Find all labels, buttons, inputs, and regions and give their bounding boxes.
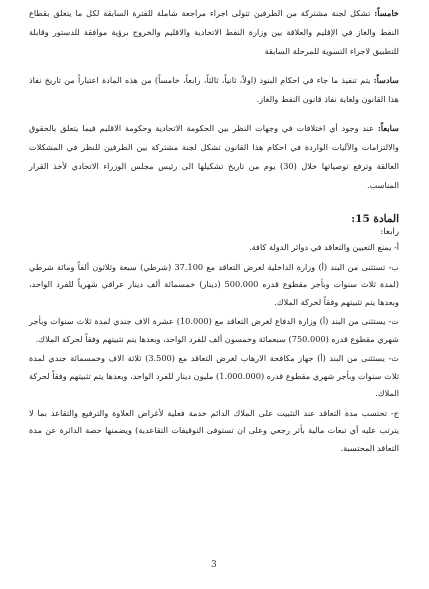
clause-seventh [29,119,399,195]
clause-sixth-body: يتم تنفيذ ما جاء في احكام البنود (اولاً، ثانياً، ثالثاً، رابعاً، خامساً) من هذه المادة اعتباراً من تاريخ نفاذ هذا القانون ولغاية نفاذ قانون النفط والغاز. [29,75,399,104]
clause-fifth-lead: خامساً: [374,8,399,18]
article-item-th: ث- يستثنى من البند (أ) جهاز مكافحة الارهاب لغرض التعاقد مع (3.500) ثلاثة الاف وخمسمائة جندي لمدة ثلاث سنوات وبأجر شهري مقطوع قدره (1.000.000) مليون دينار للفرد الواحد، وبعدها يتم تثبيتهم وفقاً لحركة الملاك. [29,353,399,398]
article-sub-label: رابعا: [380,227,399,237]
clause-seventh-body: عند وجود أي اختلافات في وجهات النظر بين الحكومة الاتحادية وحكومة الاقليم فيما يتعلق بالحقوق والالتزامات والآليات الواردة في احكام هذا القانون تشكل لجنة مشتركة بين الطرفين للنظر في المشكلات العالقة وترفع توصياتها خلال (30) يوم من تاريخ تشكيلها الى رئيس مجلس الوزراء الاتحادي لأخذ القرار المناسب. [29,123,399,190]
clause-fifth [29,4,399,61]
clause-sixth [29,71,399,109]
article-item-t: ت- يستثنى من البند (أ) وزارة الدفاع لغرض التعاقد مع (10.000) عشرة الاف جندي لمدة ثلاث سنوات وبأجر شهري مقطوع قدره (750.000) سبعمائة وخمسون ألف للفرد الواحد، وبعدها يتم تثبيتهم وفقاً لحركة الملاك. [29,316,399,344]
clause-seventh-lead: سابعاً: [377,123,399,133]
page-number: 3 [211,560,217,570]
article-item-b: ب- تستثنى من البند (أ) وزارة الداخلية لغرض التعاقد مع 37.100 (شرطي) سبعة وثلاثون ألفاً ومائة شرطي (لمدة ثلاث سنوات وبأجر مقطوع قدره 500.000 (دينار) خمسمائة ألف دينار عراقي شهرياً للفرد الواحد، وبعدها يتم تثبيتهم وفقاً لحركة الملاك. [29,261,399,307]
article-item-j: ج- تحتسب مدة التعاقد عند التثبيت على الملاك الدائم خدمة فعلية لأغراض العلاوة والترفيع والتقاعد بما لا يترتب عليه أي تبعات مالية بأثر رجعي وعلى ان تستوفى التوقيفات التقاعدية) ويضمنها حصة الدائرة عن مدة التعاقد المحتسبة. [29,407,399,453]
article-title: المادة 15: [351,213,399,225]
clause-sixth-lead: سادساً: [373,75,399,85]
article-item-a: أ- يمنع التعيين والتعاقد في دوائر الدولة كافة. [249,242,399,252]
clause-fifth-body: تشكل لجنة مشتركة من الطرفين تتولى اجراء مراجعة شاملة للفترة السابقة لكل ما يتعلق بقطاع النفط والغاز في الإقليم والعلاقة بين وزارة النفط الاتحادية والاقليم والخروج برؤية موافقة للدستور وقابلة للتطبيق لاجراء التسوية للمرحلة السابقة [29,8,399,56]
